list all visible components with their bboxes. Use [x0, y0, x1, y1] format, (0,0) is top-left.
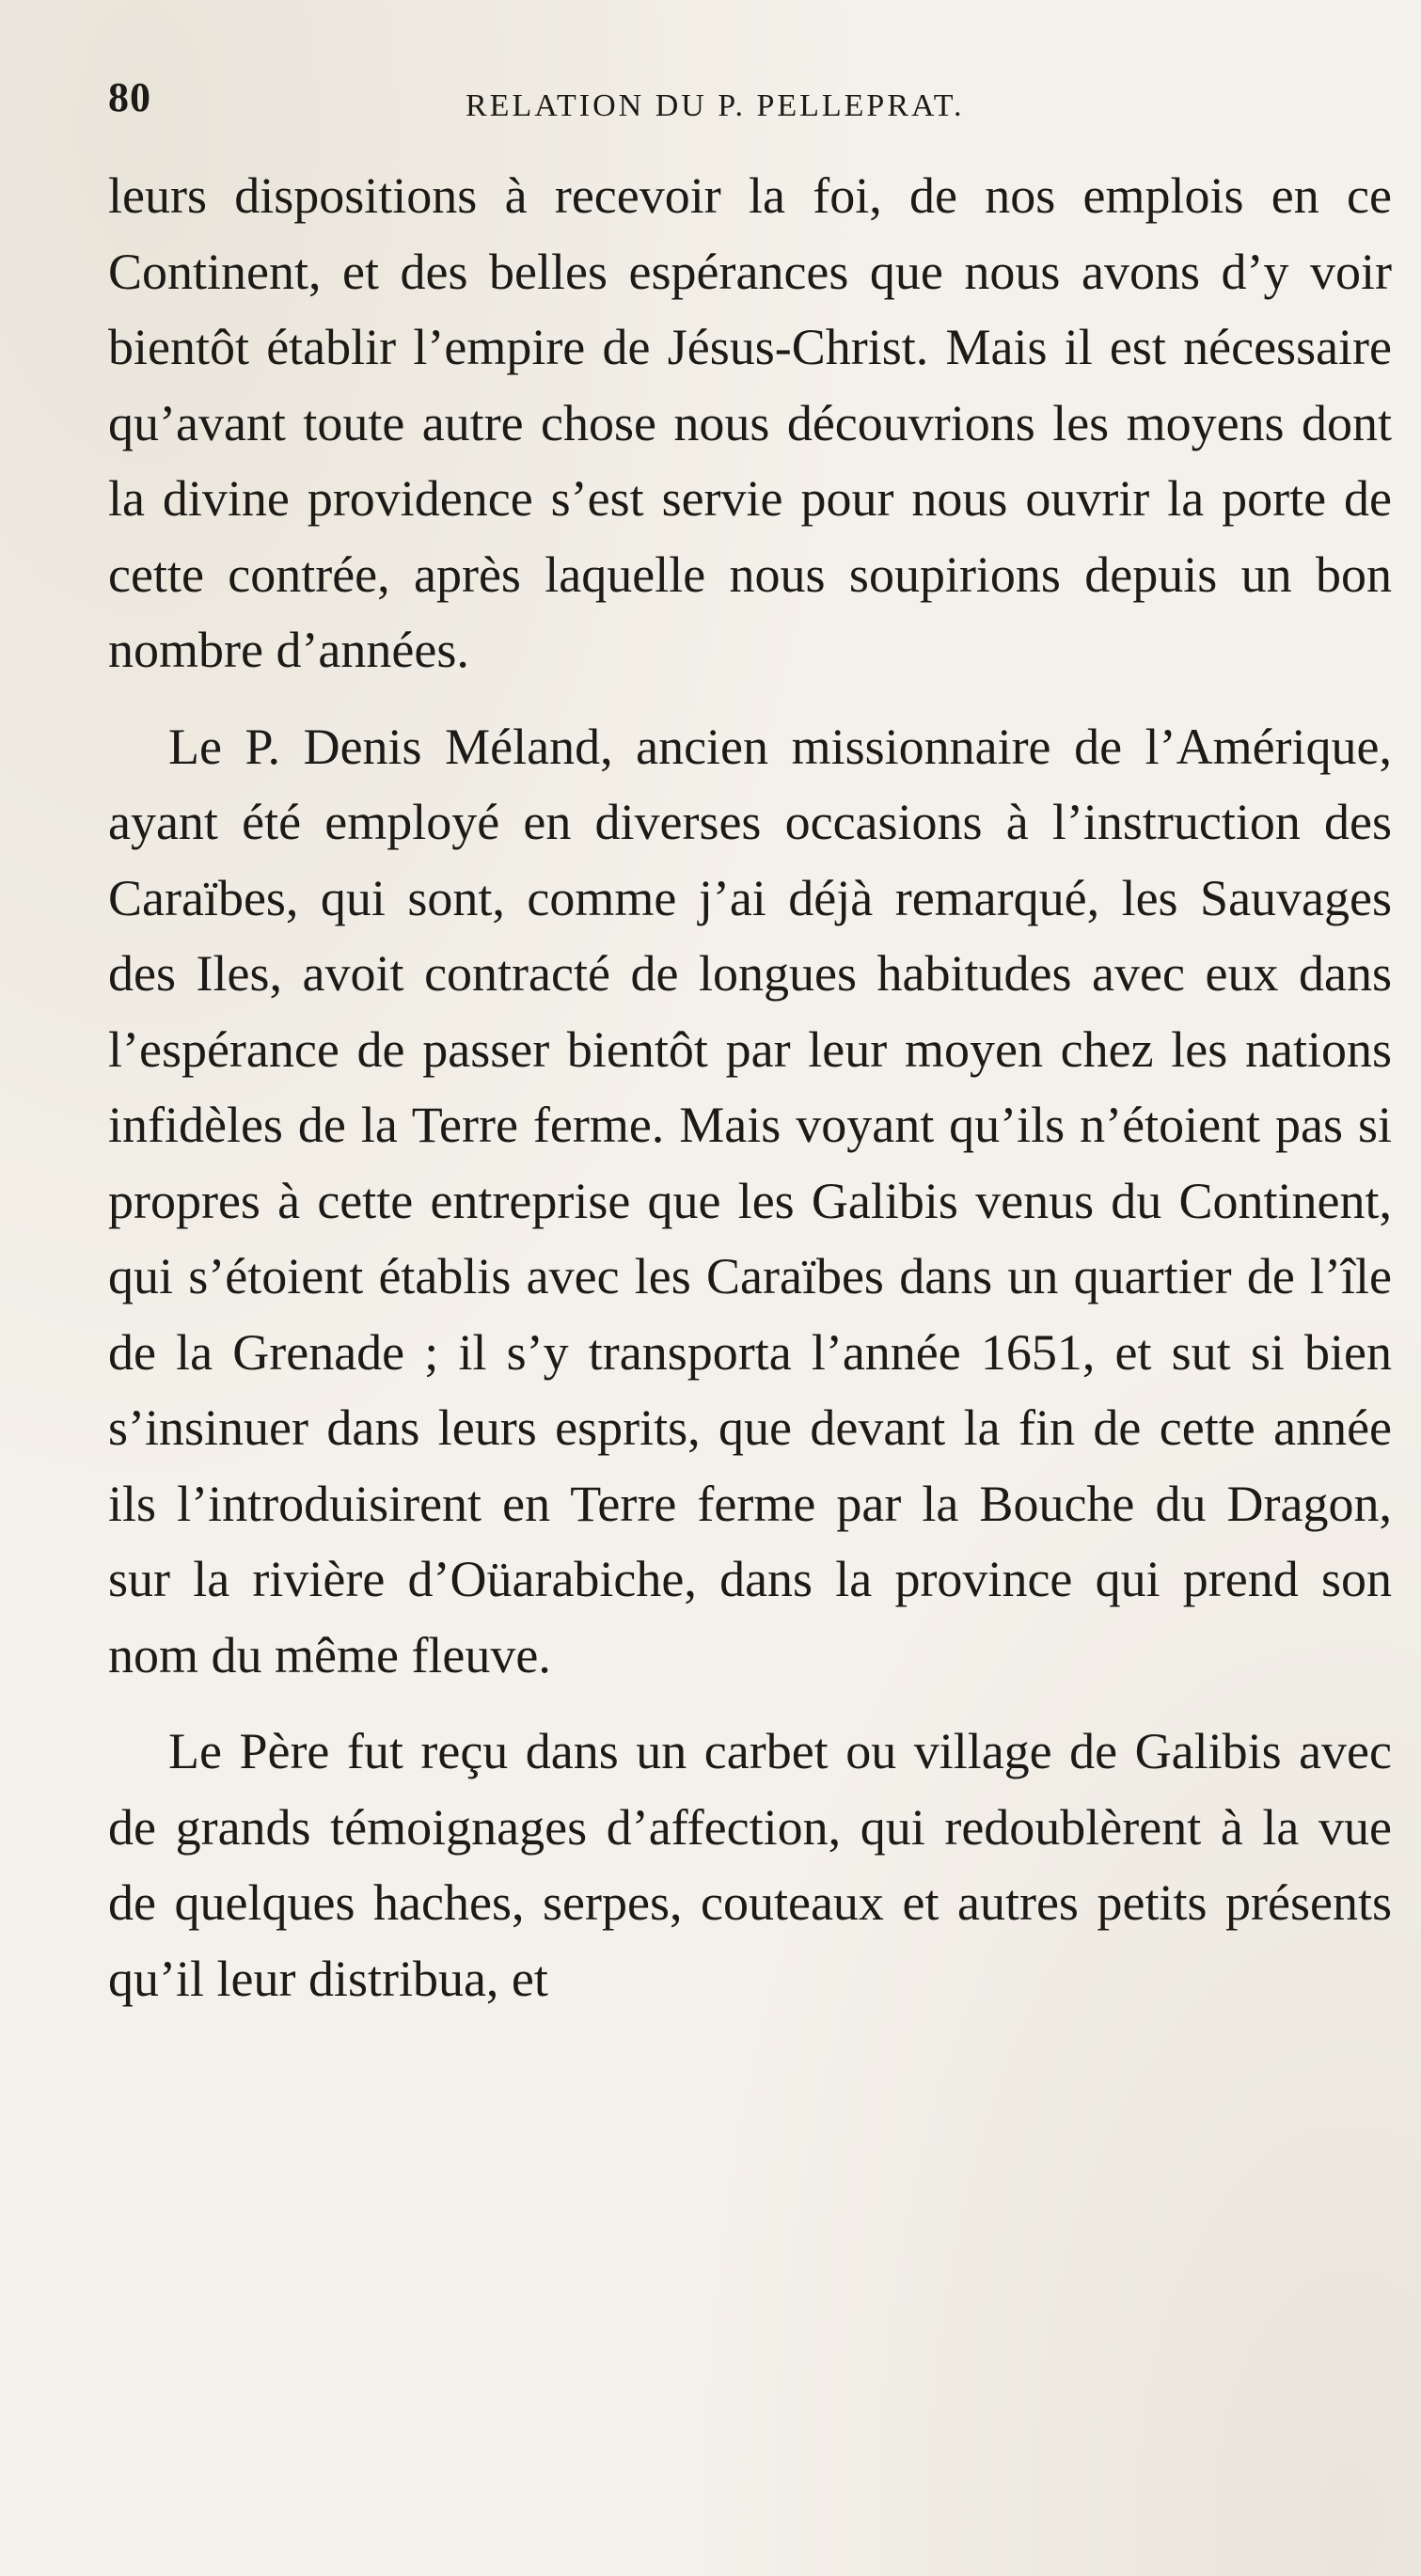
paragraph-3: Le Père fut reçu dans un carbet ou village de Galibis avec de grands témoignages d’affection, qui redoublèrent à la vue de quelques haches, serpes, couteaux et autres petits présents qu’il leur distribua, et — [108, 1723, 1392, 2007]
page-number: 80 — [108, 74, 151, 120]
body-text — [108, 158, 1392, 2016]
paragraph-2: Le P. Denis Méland, ancien missionnaire de l’Amérique, ayant été employé en diverses occasions à l’instruction des Caraïbes, qui sont, comme j’ai déjà remarqué, les Sauvages des Iles, avoit contracté de longues habitudes avec eux dans l’espérance de passer bientôt par leur moyen chez les nations infidèles de la Terre ferme. Mais voyant qu’ils n’étoient pas si propres à cette entreprise que les Galibis venus du Continent, qui s’étoient établis avec les Caraïbes dans un quartier de l’île de la Grenade ; il s’y transporta l’année 1651, et sut si bien s’insinuer dans leurs esprits, que devant la fin de cette année ils l’introduisirent en Terre ferme par la Bouche du Dragon, sur la rivière d’Oüarabiche, dans la province qui prend son nom du même fleuve. — [108, 718, 1392, 1683]
paragraph-1: leurs dispositions à recevoir la foi, de nos emplois en ce Continent, et des belles espérances que nous avons d’y voir bientôt établir l’empire de Jésus-Christ. Mais il est nécessaire qu’avant toute autre chose nous découvrions les moyens dont la divine providence s’est servie pour nous ouvrir la porte de cette contrée, après laquelle nous soupirions depuis un bon nombre d’années. — [108, 167, 1392, 678]
page-header — [108, 66, 1392, 132]
running-head: RELATION DU P. PELLEPRAT. — [466, 88, 965, 123]
